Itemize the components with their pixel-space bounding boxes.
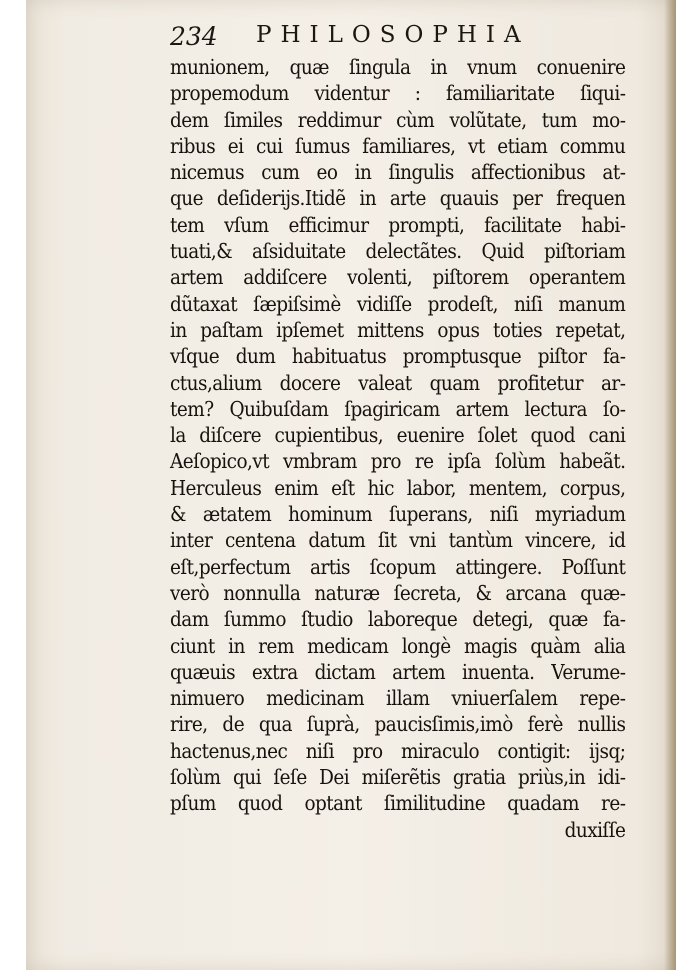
text-line: quæuis extra dictam artem inuenta. Verume-	[170, 659, 626, 684]
text-line: inter centena datum ſit vni tantùm vincere, id	[170, 528, 626, 553]
text-line: verò nonnulla naturæ ſecreta, & arcana quæ-	[170, 580, 626, 605]
text-line: ciunt in rem medicam longè magis quàm alia	[170, 633, 626, 658]
text-line: ribus ei cui ſumus familiares, vt etiam commu	[170, 133, 626, 158]
text-line: la diſcere cupientibus, euenire ſolet quod cani	[170, 423, 626, 448]
text-line: in paſtam ipſemet mittens opus toties repetat,	[170, 317, 626, 342]
text-line: tem? Quibuſdam ſpagiricam artem lectura ſo-	[170, 396, 626, 421]
text-line: propemodum videntur : familiaritate ſiqui-	[170, 81, 626, 106]
running-head: PHILOSOPHIA	[256, 22, 530, 48]
text-line: hactenus,nec niſi pro miraculo contigit: ijsq;	[170, 738, 626, 763]
text-line: rire, de qua ſuprà, paucisſimis,imò ferè nullis	[170, 712, 626, 737]
catchword: duxiſſe	[564, 817, 626, 842]
text-line: artem addiſcere volenti, piſtorem operantem	[170, 265, 626, 290]
text-line: ctus,alium docere valeat quam profitetur ar-	[170, 370, 626, 395]
text-line: vſque dum habituatus promptusque piſtor fa-	[170, 344, 626, 369]
text-line: Herculeus enim eſt hic labor, mentem, corpus,	[170, 475, 626, 500]
text-line: que deſiderijs.Itidẽ in arte quauis per frequen	[170, 186, 626, 211]
text-line: nimuero medicinam illam vniuerſalem repe-	[170, 686, 626, 711]
text-line: tuati,& aſsiduitate delectãtes. Quid piſtoriam	[170, 239, 626, 264]
text-line: dem ſimiles reddimur cùm volũtate, tum mo-	[170, 107, 626, 132]
text-line: nicemus cum eo in ſingulis affectionibus at-	[170, 160, 626, 185]
text-line: dũtaxat ſæpiſsimè vidiſſe prodeſt, niſi manum	[170, 291, 626, 316]
text-line: tem vſum efficimur prompti, facilitate habi-	[170, 212, 626, 237]
text-line: pſum quod optant ſimilitudine quadam re-	[170, 791, 626, 816]
text-line: & ætatem hominum ſuperans, niſi myriadum	[170, 502, 626, 527]
text-line: munionem, quæ ſingula in vnum conuenire	[170, 55, 626, 79]
body-text	[170, 54, 626, 843]
text-line: eſt,perfectum artis ſcopum attingere. Poſſunt	[170, 554, 626, 579]
page-header	[170, 18, 610, 54]
page-edge-shadow	[664, 0, 676, 970]
text-line: Aeſopico,vt vmbram pro re ipſa ſolùm habeãt.	[170, 449, 626, 474]
page-number: 234	[170, 22, 218, 51]
text-line: ſolùm qui ſeſe Dei miſerẽtis gratia priùs,in idi-	[170, 765, 626, 790]
text-line: dam ſummo ſtudio laboreque detegi, quæ fa-	[170, 607, 626, 632]
